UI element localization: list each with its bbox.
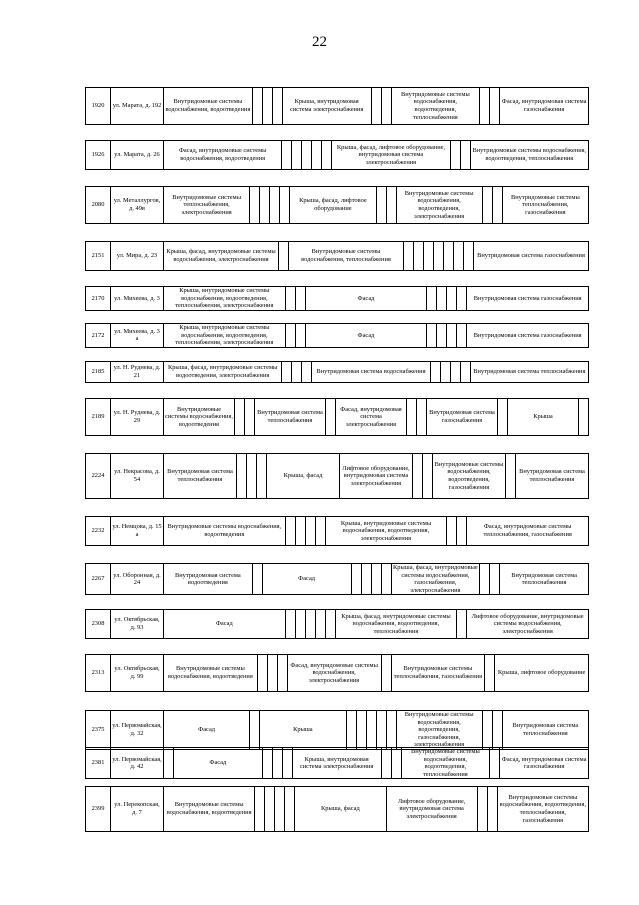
- work-cell: Крыша, фасад, внутридомовые системы водоснабжения, газоснабжения, электроснабжения: [391, 564, 480, 595]
- blank-cell: [280, 187, 290, 224]
- address-cell: ул. Немцова, д. 15 а: [111, 517, 164, 546]
- house-number-cell: 2232: [86, 517, 111, 546]
- blank-cell: [282, 748, 292, 779]
- work-cell: Внутридомовые системы водоснабжения, водоотведения: [164, 88, 253, 125]
- house-number-cell: 2224: [86, 454, 111, 499]
- address-cell: ул. Мира, д. 23: [111, 242, 164, 271]
- blank-cell: [447, 287, 457, 311]
- table-row: [86, 610, 589, 639]
- house-row-2232: [85, 516, 589, 546]
- blank-cell: [457, 287, 467, 311]
- work-cell: Внутридомовые системы теплоснабжения, газоснабжения: [502, 187, 588, 224]
- work-cell: Внутридомовая система теплоснабжения: [470, 362, 588, 383]
- address-cell: ул. Первомайская, д. 42: [111, 748, 164, 779]
- blank-cell: [275, 787, 285, 832]
- blank-cell: [480, 564, 490, 595]
- table-row: [86, 362, 589, 383]
- blank-cell: [434, 242, 444, 271]
- blank-cell: [260, 187, 270, 224]
- blank-cell: [427, 287, 437, 311]
- work-cell: Фасад: [305, 324, 427, 348]
- table-row: [86, 711, 589, 750]
- blank-cell: [482, 187, 492, 224]
- blank-cell: [285, 287, 295, 311]
- house-row-2399: [85, 786, 589, 832]
- work-cell: Крыша, лифтовое оборудование: [495, 655, 589, 692]
- work-cell: Фасад, внутридомовая система газоснабжения: [500, 88, 589, 125]
- table-row: [86, 324, 589, 348]
- work-cell: Лифтовое оборудование, внутридомовая система электроснабжения: [386, 787, 477, 832]
- blank-cell: [265, 787, 275, 832]
- work-cell: Крыша: [260, 711, 346, 750]
- work-cell: Внутридомовые системы водоснабжения, водоотведения: [164, 655, 258, 692]
- blank-cell: [447, 324, 457, 348]
- work-cell: Крыша: [508, 399, 579, 436]
- blank-cell: [579, 399, 589, 436]
- blank-cell: [460, 362, 470, 383]
- blank-cell: [252, 564, 262, 595]
- blank-cell: [282, 141, 292, 170]
- work-cell: Крыша, внутридомовые системы водоснабжения, водоотведения, теплоснабжения, электроснабжения: [164, 287, 286, 311]
- blank-cell: [315, 610, 325, 639]
- blank-cell: [282, 362, 292, 383]
- work-cell: Фасад, внутридомовая система электроснабжения: [336, 399, 407, 436]
- blank-cell: [506, 454, 516, 499]
- house-number-cell: 2308: [86, 610, 111, 639]
- work-cell: Внутридомовые системы водоснабжения, водоотведения, электроснабжения: [396, 187, 482, 224]
- work-cell: Внутридомовые системы водоснабжения, водоотведения: [164, 517, 286, 546]
- work-cell: Внутридомовая система водоснабжения: [312, 362, 430, 383]
- blank-cell: [414, 242, 424, 271]
- table-row: [86, 564, 589, 595]
- blank-cell: [366, 711, 376, 750]
- work-cell: Крыша, внутридомовые системы водоснабжения, водоотведения, электроснабжения: [325, 517, 447, 546]
- blank-cell: [279, 242, 289, 271]
- blank-cell: [381, 748, 391, 779]
- address-cell: ул. Металлургов, д. 49в: [111, 187, 164, 224]
- blank-cell: [477, 787, 487, 832]
- blank-cell: [292, 141, 302, 170]
- blank-cell: [356, 711, 366, 750]
- work-cell: Фасад: [174, 748, 263, 779]
- house-row-1920: [85, 87, 589, 125]
- address-cell: ул. Октябрьская, д. 93: [111, 610, 164, 639]
- blank-cell: [482, 711, 492, 750]
- blank-cell: [480, 88, 490, 125]
- blank-cell: [485, 655, 495, 692]
- work-cell: Крыша, внутридомовые системы водоснабжения, водоотведения, теплоснабжения, электроснабжения: [164, 324, 286, 348]
- blank-cell: [457, 610, 467, 639]
- work-cell: Лифтовое оборудование, внутридомовая система электроснабжения: [340, 454, 413, 499]
- blank-cell: [235, 399, 245, 436]
- blank-cell: [250, 187, 260, 224]
- house-row-2151: [85, 241, 589, 271]
- blank-cell: [386, 187, 396, 224]
- blank-cell: [437, 324, 447, 348]
- work-cell: Фасад, внутридомовые системы водоснабжения, электроснабжения: [287, 655, 381, 692]
- work-cell: Фасад, внутридомовая система газоснабжения: [500, 748, 589, 779]
- work-cell: Внутридомовые системы водоснабжения, водоотведения: [164, 787, 255, 832]
- blank-cell: [424, 242, 434, 271]
- house-row-2080: [85, 186, 589, 224]
- blank-cell: [322, 141, 332, 170]
- house-row-2308: [85, 609, 589, 639]
- work-cell: Внутридомовые системы водоснабжения, теплоснабжения: [289, 242, 404, 271]
- address-cell: ул. Михеева, д. 3: [111, 287, 164, 311]
- blank-cell: [487, 787, 497, 832]
- blank-cell: [257, 454, 267, 499]
- work-cell: Фасад, внутридомовые системы водоснабжения, водоотведения: [164, 141, 282, 170]
- address-cell: ул. Михеева, д. 3 а: [111, 324, 164, 348]
- blank-cell: [262, 88, 272, 125]
- table-row: [86, 287, 589, 311]
- blank-cell: [326, 399, 336, 436]
- house-number-cell: 2267: [86, 564, 111, 595]
- address-cell: ул. Н. Руднева, д. 29: [111, 399, 164, 436]
- work-cell: Внутридомовая система газоснабжения: [467, 287, 589, 311]
- work-cell: Внутридомовые системы водоснабжения, водоотведения, теплоснабжения: [470, 141, 588, 170]
- blank-cell: [444, 242, 454, 271]
- work-cell: Внутридомовые системы водоснабжения, водоотведения, теплоснабжения: [391, 88, 480, 125]
- blank-cell: [302, 362, 312, 383]
- work-cell: Внутридомовые системы водоснабжения, водоотведения: [164, 399, 235, 436]
- blank-cell: [371, 88, 381, 125]
- blank-cell: [381, 564, 391, 595]
- address-cell: ул. Перекопская, д. 7: [111, 787, 164, 832]
- blank-cell: [295, 324, 305, 348]
- blank-cell: [460, 141, 470, 170]
- house-number-cell: 2151: [86, 242, 111, 271]
- blank-cell: [272, 88, 282, 125]
- work-cell: Крыша, внутридомовая система электроснабжения: [282, 88, 371, 125]
- table-row: [86, 655, 589, 692]
- house-number-cell: 2172: [86, 324, 111, 348]
- work-cell: Крыша, фасад: [267, 454, 340, 499]
- work-cell: Внутридомовая система теплоснабжения: [516, 454, 589, 499]
- blank-cell: [386, 711, 396, 750]
- blank-cell: [413, 454, 423, 499]
- table-row: [86, 748, 589, 779]
- blank-cell: [404, 242, 414, 271]
- work-cell: Внутридомовая система газоснабжения: [474, 242, 589, 271]
- table-row: [86, 242, 589, 271]
- work-cell: Фасад: [164, 610, 286, 639]
- house-row-2172: [85, 323, 589, 348]
- table-row: [86, 88, 589, 125]
- house-number-cell: 2399: [86, 787, 111, 832]
- blank-cell: [346, 711, 356, 750]
- address-cell: ул. Оборонная, д. 24: [111, 564, 164, 595]
- blank-cell: [417, 399, 427, 436]
- house-row-2189: [85, 398, 589, 436]
- table-row: [86, 187, 589, 224]
- blank-cell: [371, 564, 381, 595]
- house-number-cell: 1926: [86, 141, 111, 170]
- house-row-2185: [85, 361, 589, 383]
- work-cell: Внутридомовые системы водоснабжения, водоотведения, газоснабжения, электроснабжения: [396, 711, 482, 750]
- blank-cell: [247, 454, 257, 499]
- work-cell: Крыша, фасад, лифтовое оборудование: [290, 187, 376, 224]
- work-cell: Внутридомовые системы теплоснабжения, электроснабжения: [164, 187, 250, 224]
- table-row: [86, 517, 589, 546]
- blank-cell: [450, 141, 460, 170]
- work-cell: Крыша, внутридомовая система электроснабжения: [292, 748, 381, 779]
- house-row-2224: [85, 453, 589, 499]
- work-cell: Внутридомовая система теплоснабжения: [255, 399, 326, 436]
- house-number-cell: 2375: [86, 711, 111, 750]
- blank-cell: [427, 324, 437, 348]
- blank-cell: [361, 564, 371, 595]
- work-cell: Внутридомовая система теплоснабжения: [164, 454, 237, 499]
- house-number-cell: 2189: [86, 399, 111, 436]
- blank-cell: [267, 655, 277, 692]
- work-cell: Внутридомовая система газоснабжения: [467, 324, 589, 348]
- address-cell: ул. Некрасова, д. 54: [111, 454, 164, 499]
- blank-cell: [391, 748, 401, 779]
- address-cell: ул. Марата, д. 192: [111, 88, 164, 125]
- blank-cell: [302, 141, 312, 170]
- blank-cell: [437, 287, 447, 311]
- blank-cell: [237, 454, 247, 499]
- blank-cell: [457, 517, 467, 546]
- work-cell: Внутридомовые системы теплоснабжения, газоснабжения: [391, 655, 485, 692]
- house-row-2375: [85, 710, 589, 750]
- blank-cell: [490, 88, 500, 125]
- work-cell: Крыша, фасад, лифтовое оборудование, внутридомовая система электроснабжения: [332, 141, 450, 170]
- blank-cell: [492, 711, 502, 750]
- blank-cell: [457, 324, 467, 348]
- house-number-cell: 2381: [86, 748, 111, 779]
- address-cell: ул. Октябрьская, д. 99: [111, 655, 164, 692]
- work-cell: Лифтовое оборудование, внутридомовые системы водоснабжения, электроснабжения: [467, 610, 589, 639]
- work-cell: Крыша, фасад, внутридомовые системы водоснабжения, электроснабжения: [164, 242, 279, 271]
- blank-cell: [292, 362, 302, 383]
- blank-cell: [305, 517, 315, 546]
- work-cell: Внутридомовые системы водоснабжения, водоотведения, теплоснабжения: [401, 748, 490, 779]
- work-cell: Фасад: [164, 711, 250, 750]
- blank-cell: [315, 517, 325, 546]
- work-cell: Фасад, внутридомовые системы теплоснабжения, газоснабжения: [467, 517, 589, 546]
- blank-cell: [295, 610, 305, 639]
- blank-cell: [262, 748, 272, 779]
- blank-cell: [257, 655, 267, 692]
- blank-cell: [285, 610, 295, 639]
- table-row: [86, 399, 589, 436]
- blank-cell: [277, 655, 287, 692]
- blank-cell: [164, 748, 174, 779]
- work-cell: Фасад: [305, 287, 427, 311]
- blank-cell: [376, 711, 386, 750]
- blank-cell: [272, 748, 282, 779]
- house-number-cell: 2313: [86, 655, 111, 692]
- house-row-1926: [85, 140, 589, 170]
- blank-cell: [312, 141, 322, 170]
- blank-cell: [423, 454, 433, 499]
- blank-cell: [305, 610, 315, 639]
- blank-cell: [325, 610, 335, 639]
- table-row: [86, 454, 589, 499]
- work-cell: Крыша, фасад, внутридомовые системы водоотведения, электроснабжения: [164, 362, 282, 383]
- work-cell: Внутридомовые системы водоснабжения, водоотведения, газоснабжения: [433, 454, 506, 499]
- work-cell: Внутридомовая система газоснабжения: [427, 399, 498, 436]
- address-cell: ул. Н. Руднева, д. 21: [111, 362, 164, 383]
- house-row-2381: [85, 747, 589, 779]
- house-number-cell: 2080: [86, 187, 111, 224]
- blank-cell: [498, 399, 508, 436]
- blank-cell: [376, 187, 386, 224]
- blank-cell: [440, 362, 450, 383]
- blank-cell: [464, 242, 474, 271]
- blank-cell: [450, 362, 460, 383]
- blank-cell: [285, 324, 295, 348]
- blank-cell: [454, 242, 464, 271]
- blank-cell: [490, 564, 500, 595]
- blank-cell: [295, 287, 305, 311]
- blank-cell: [270, 187, 280, 224]
- blank-cell: [381, 88, 391, 125]
- blank-cell: [351, 564, 361, 595]
- work-cell: Крыша, фасад: [295, 787, 386, 832]
- blank-cell: [255, 787, 265, 832]
- work-cell: Внутридомовая система теплоснабжения: [500, 564, 589, 595]
- table-row: [86, 141, 589, 170]
- work-cell: Фасад: [262, 564, 351, 595]
- work-cell: Внутридомовая система водоотведения: [164, 564, 253, 595]
- house-row-2267: [85, 563, 589, 595]
- blank-cell: [381, 655, 391, 692]
- blank-cell: [492, 187, 502, 224]
- blank-cell: [490, 748, 500, 779]
- page-number: 22: [312, 34, 327, 50]
- blank-cell: [252, 88, 262, 125]
- blank-cell: [285, 787, 295, 832]
- blank-cell: [245, 399, 255, 436]
- work-cell: Внутридомовые системы водоснабжения, водоотведения, теплоснабжения, газоснабжения: [497, 787, 588, 832]
- table-row: [86, 787, 589, 832]
- house-number-cell: 2185: [86, 362, 111, 383]
- blank-cell: [285, 517, 295, 546]
- house-row-2170: [85, 286, 589, 311]
- address-cell: ул. Первомайская, д. 32: [111, 711, 164, 750]
- blank-cell: [447, 517, 457, 546]
- blank-cell: [407, 399, 417, 436]
- address-cell: ул. Марата, д. 26: [111, 141, 164, 170]
- blank-cell: [295, 517, 305, 546]
- blank-cell: [430, 362, 440, 383]
- house-number-cell: 2170: [86, 287, 111, 311]
- blank-cell: [250, 711, 260, 750]
- work-cell: Внутридомовая система теплоснабжения: [502, 711, 588, 750]
- house-row-2313: [85, 654, 589, 692]
- house-number-cell: 1920: [86, 88, 111, 125]
- work-cell: Крыша, фасад, внутридомовые системы водоснабжения, водоотведения, теплоснабжения: [335, 610, 457, 639]
